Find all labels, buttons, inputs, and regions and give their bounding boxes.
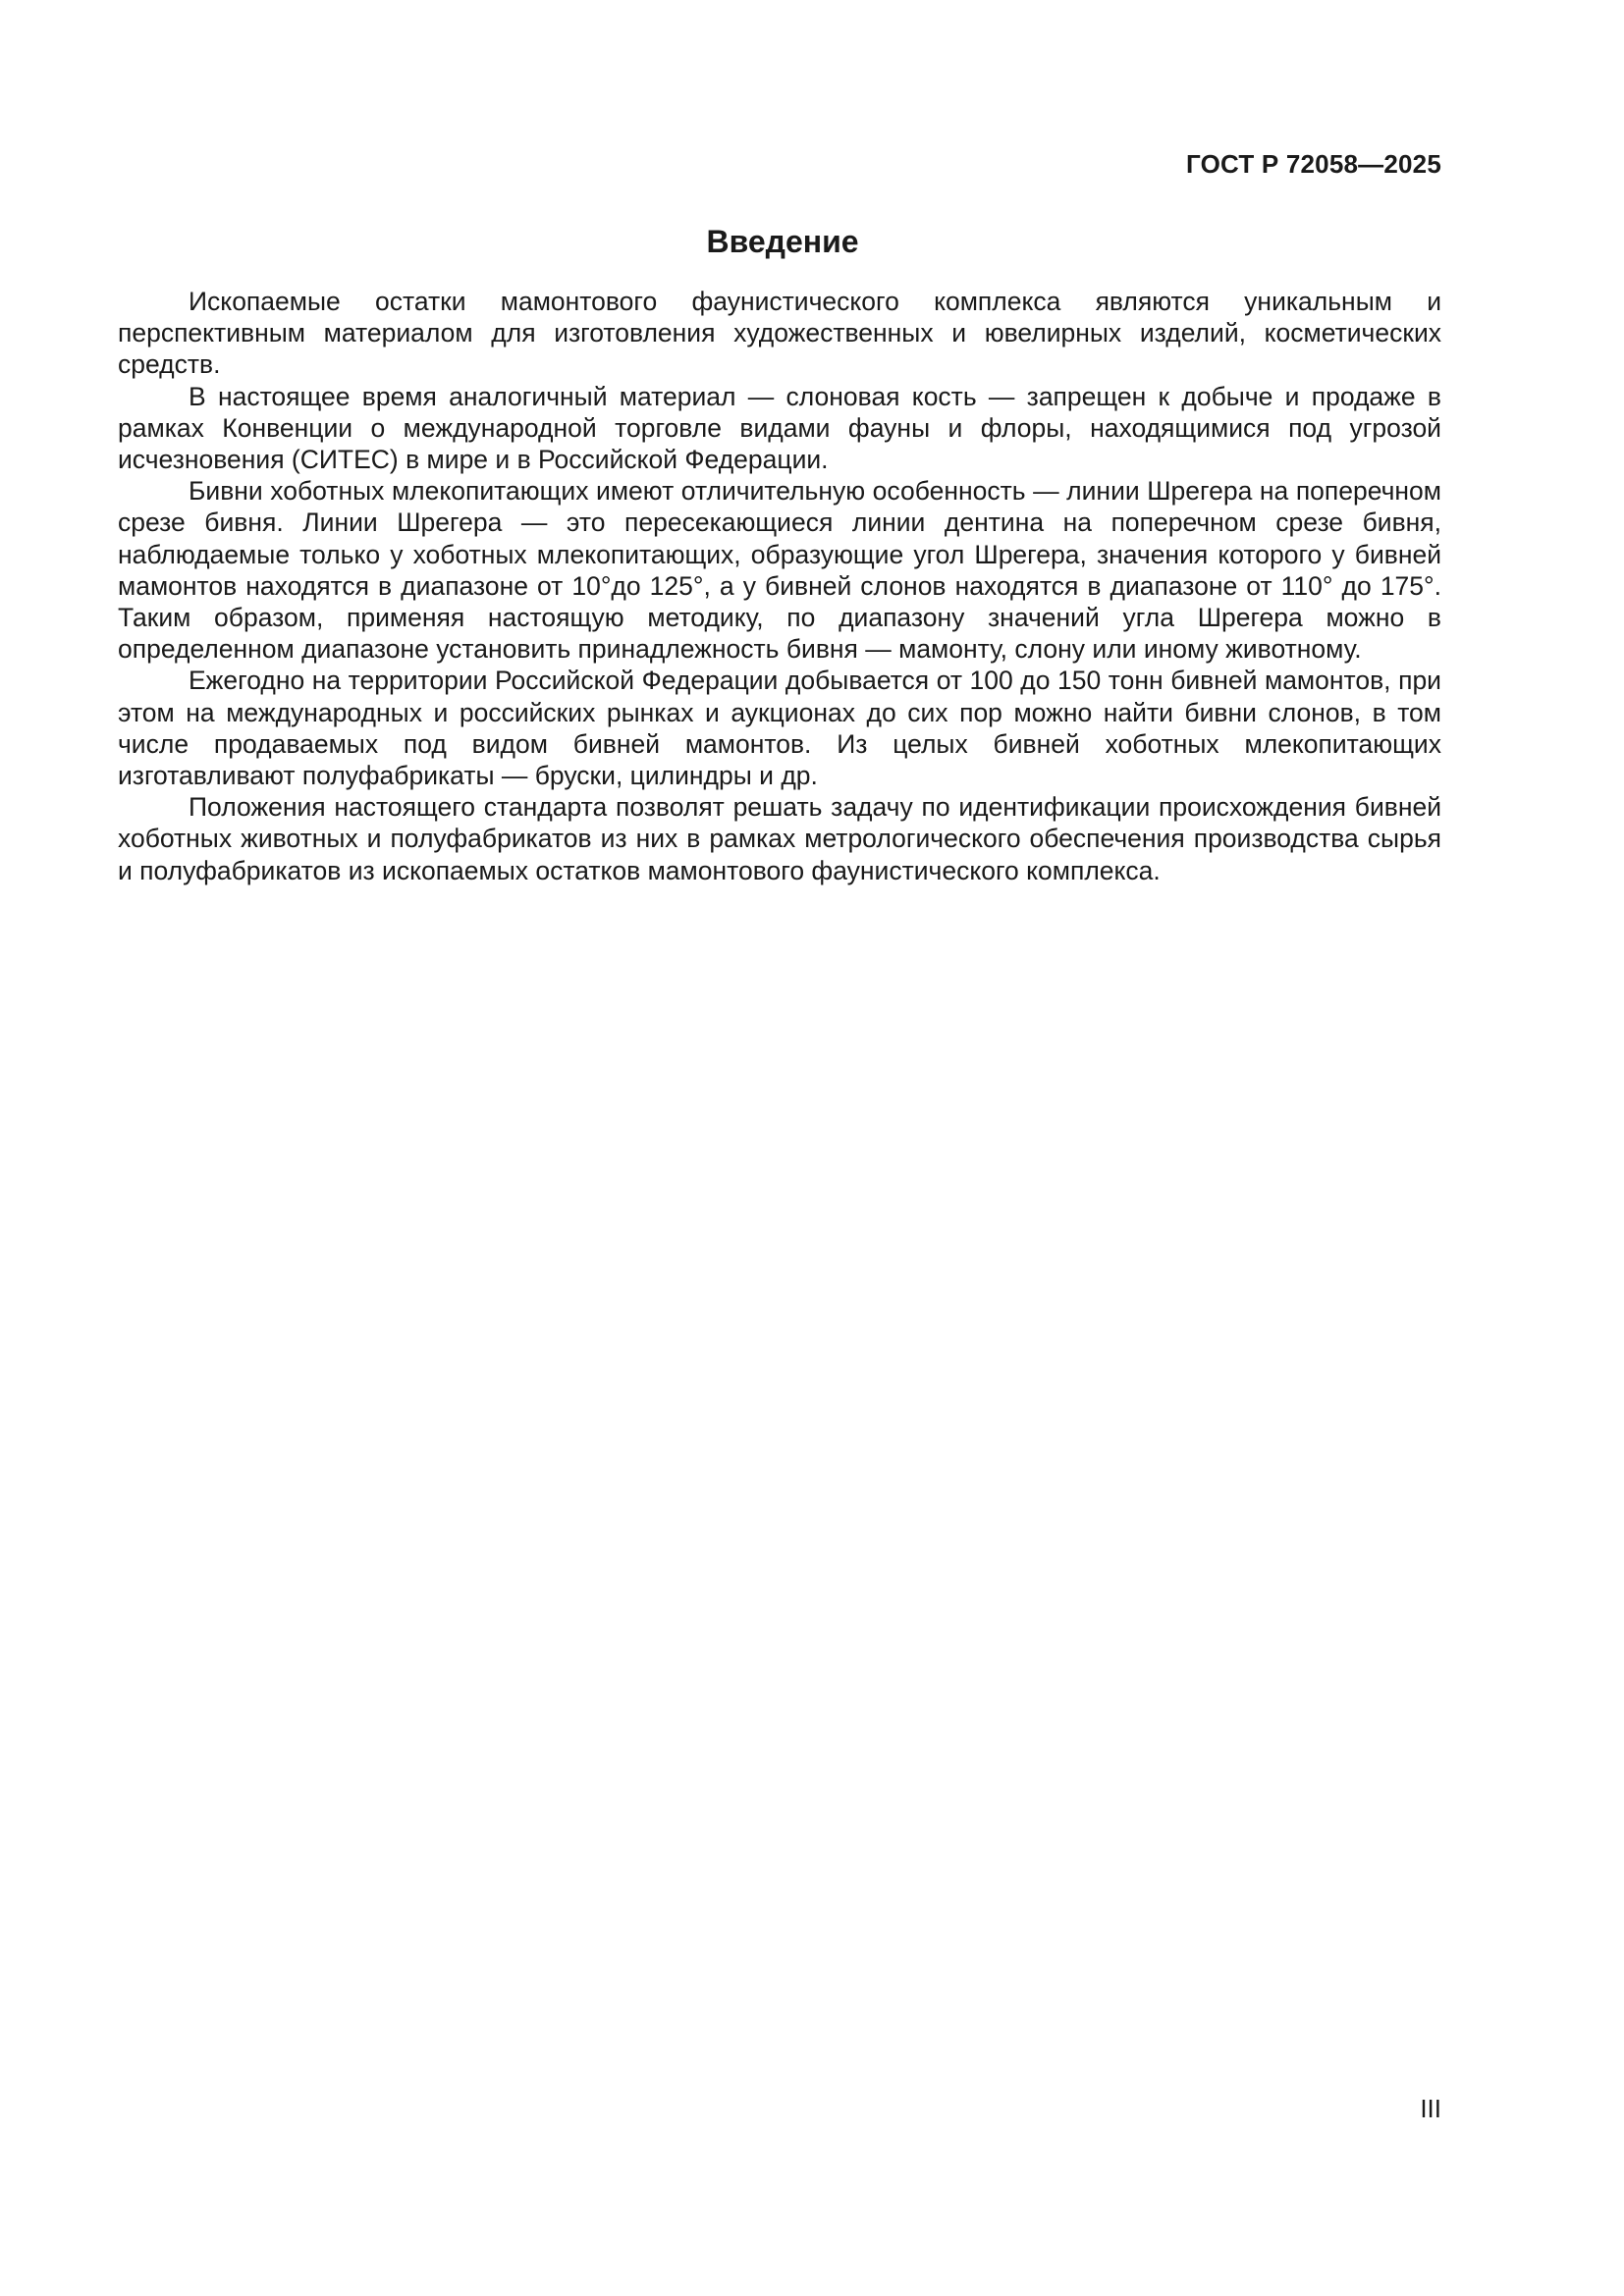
section-title: Введение [706,224,859,259]
paragraph: Положения настоящего стандарта позволят решать задачу по идентификации происхождения бивней хоботных животных и полуфабрикатов из них в рамках метрологического обеспечения производства сырья и полуфабрикатов из ископаемых остатков мамонтового фаунистического комплекса. [118,792,1441,885]
document-code: ГОСТ Р 72058—2025 [1186,149,1441,179]
paragraph: Ископаемые остатки мамонтового фаунистического комплекса являются уникальным и перспективным материалом для изготовления художественных и ювелирных изделий, косметических средств. [118,287,1441,380]
paragraph: Ежегодно на территории Российской Федерации добывается от 100 до 150 тонн бивней мамонтов, при этом на международных и российских рынках и аукционах до сих пор можно найти бивни слонов, в том числе продаваемых под видом бивней мамонтов. Из целых бивней хоботных млекопитающих изготавливают полуфабрикаты — бруски, цилиндры и др. [118,666,1441,791]
paragraph: Бивни хоботных млекопитающих имеют отличительную особенность — линии Шрегера на поперечном срезе бивня. Линии Шрегера — это пересекающиеся линии дентина на поперечном срезе бивня, наблюдаемые только у хоботных млекопитающих, образующие угол Шрегера, значения которого у бивней мамонтов находятся в диапазоне от 10°до 125°, а у бивней слонов находятся в диапазоне от 110° до 175°. Таким образом, применяя настоящую методику, по диапазону значений угла Шрегера можно в определенном диапазоне установить принадлежность бивня — мамонту, слону или иному животному. [118,476,1441,665]
page-number: III [1420,2094,1441,2123]
section-body [118,286,1441,886]
paragraph: В настоящее время аналогичный материал — слоновая кость — запрещен к добыче и продаже в рамках Конвенции о международной торговле видами фауны и флоры, находящимися под угрозой исчезновения (СИТЕС) в мире и в Российской Федерации. [118,381,1441,475]
